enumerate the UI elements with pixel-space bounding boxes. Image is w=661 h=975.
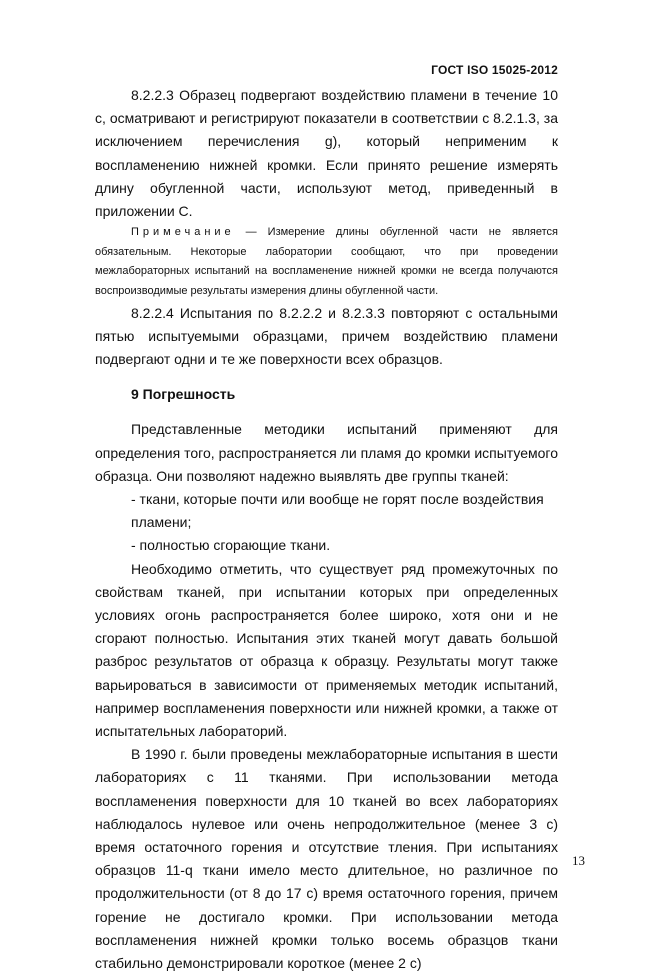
note-paragraph (95, 223, 558, 301)
paragraph-test-methods: Представленные методики испытаний применяют для определения того, распространяется ли пламя до кромки испытуемого образца. Они позволяют надежно выявлять две группы тканей: (95, 421, 558, 484)
paragraph-8-2-2-4: 8.2.2.4 Испытания по 8.2.2.2 и 8.2.3.3 повторяют с остальными пятью испытуемыми образцами, причем воздействию пламени подвергают одни и те же поверхности всех образцов. (95, 304, 558, 367)
note-text: — Измерение длины обугленной части не является обязательным. Некоторые лаборатории сообщают, что при проведении межлабораторных испытаний на воспламенение нижней кромки не всегда получаются воспроизводимые результаты измерения длины обугленной части. (95, 226, 558, 297)
page-content (95, 84, 558, 975)
page-number: 13 (572, 853, 585, 868)
note-label: Примечание (131, 226, 235, 239)
paragraph-1990-tests: В 1990 г. были проведены межлабораторные испытания в шести лабораториях с 11 тканями. При использовании метода воспламенения поверхности для 10 тканей во всех лабораториях наблюдалось нулевое или очень непродолжительное (менее 3 с) время остаточного горения и отсутствие тления. При испытаниях образцов 11-q ткани имело место длительное, но различное по продолжительности (от 8 до 17 с) время остаточного горения, причем горение не достигало кромки. При использовании метода воспламенения нижней кромки только восемь образцов ткани стабильно демонстрировали короткое (менее 2 с) (95, 746, 558, 972)
standard-header: ГОСТ ISO 15025-2012 (431, 63, 558, 77)
paragraph-intermediate-fabrics: Необходимо отметить, что существует ряд промежуточных по свойствам тканей, при испытании которых при определенных условиях огонь распространяется более широко, хотя они и не сгорают полностью. Испытания этих тканей могут давать большой разброс результатов от образца к образцу. Результаты могут также варьироваться в зависимости от применяемых методик испытаний, например воспламенения поверхности или нижней кромки, а также от испытательных лабораторий. (95, 560, 558, 740)
section-heading: 9 Погрешность (131, 386, 236, 403)
list-item: - ткани, которые почти или вообще не горят после воздействия пламени; (131, 491, 544, 531)
list-item: - полностью сгорающие ткани. (131, 537, 331, 554)
paragraph-8-2-2-3: 8.2.2.3 Образец подвергают воздействию пламени в течение 10 с, осматривают и регистрируют показатели в соответствии с 8.2.1.3, за исключением перечисления g), который неприменим к воспламенению нижней кромки. Если принято решение измерять длину обугленной части, используют метод, приведенный в приложении С. (95, 87, 558, 220)
